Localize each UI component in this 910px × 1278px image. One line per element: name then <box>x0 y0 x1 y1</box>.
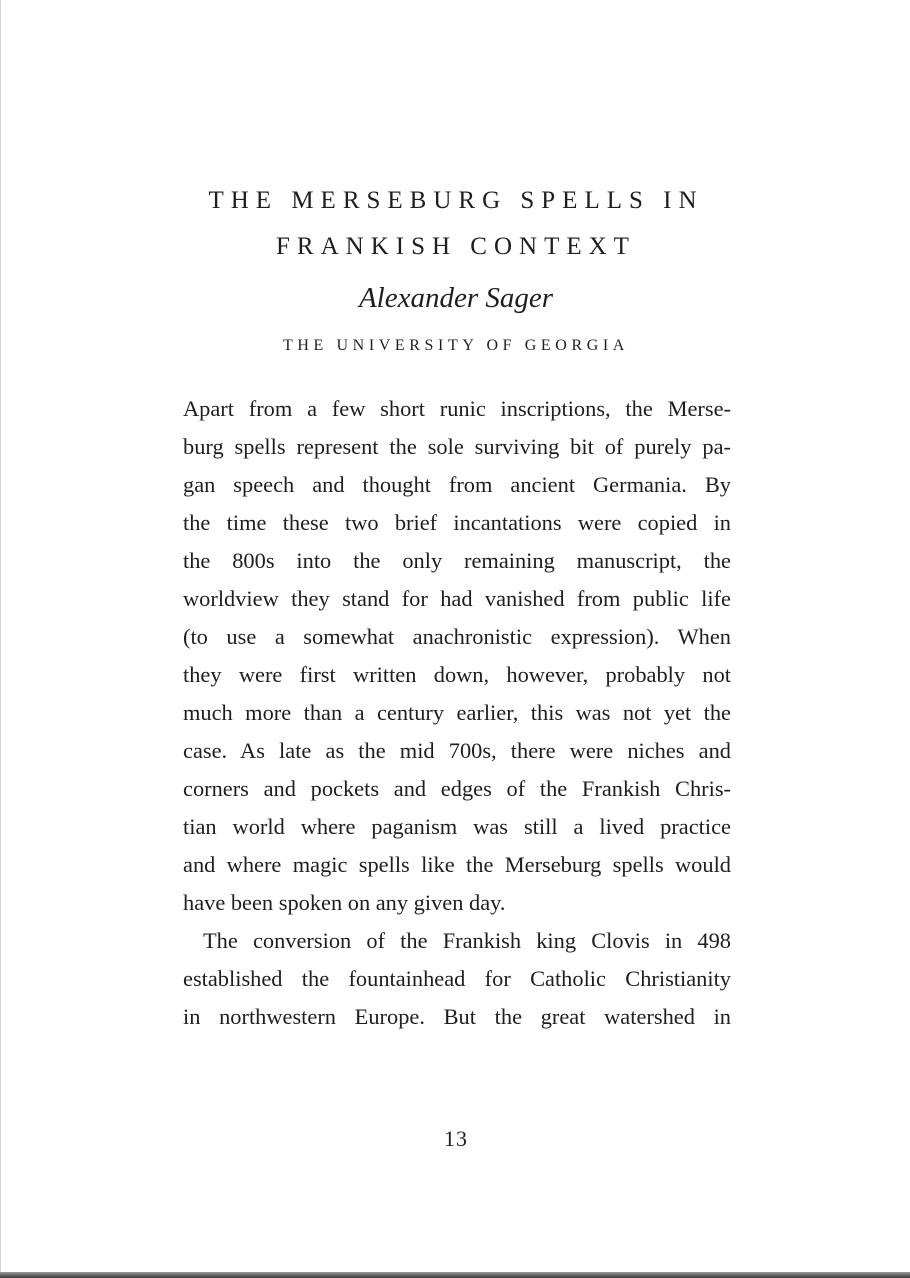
text-line: much more than a century earlier, this was not yet the <box>183 700 731 725</box>
text-line: established the fountainhead for Catholic Christianity <box>183 966 731 991</box>
text-line: Apart from a few short runic inscriptions, the Merse- <box>183 396 731 421</box>
body-text <box>183 390 731 1036</box>
text-line: the 800s into the only remaining manuscript, the <box>183 548 731 573</box>
text-line: corners and pockets and edges of the Frankish Chris- <box>183 776 731 801</box>
chapter-title-line: FRANKISH CONTEXT <box>276 233 636 260</box>
page-number: 13 <box>444 1126 468 1151</box>
text-line: have been spoken on any given day. <box>183 890 506 915</box>
author-name: Alexander Sager <box>358 282 554 314</box>
text-line: burg spells represent the sole surviving bit of purely pa- <box>183 434 731 459</box>
text-line: (to use a somewhat anachronistic expression). When <box>183 624 731 649</box>
page-bottom-edge <box>0 1272 910 1278</box>
paragraph <box>183 922 731 1036</box>
chapter-title <box>151 178 761 270</box>
text-line: case. As late as the mid 700s, there were niches and <box>183 738 731 763</box>
text-line: tian world where paganism was still a lived practice <box>183 814 731 839</box>
author-affiliation: THE UNIVERSITY OF GEORGIA <box>283 337 629 354</box>
text-line: The conversion of the Frankish king Clovis in 498 <box>203 928 731 953</box>
text-line: the time these two brief incantations were copied in <box>183 510 731 535</box>
paragraph <box>183 390 731 922</box>
chapter-title-line: THE MERSEBURG SPELLS IN <box>208 187 704 214</box>
text-line: and where magic spells like the Merseburg spells would <box>183 852 731 877</box>
text-line: in northwestern Europe. But the great watershed in <box>183 1004 731 1029</box>
text-line: they were first written down, however, probably not <box>183 662 731 687</box>
text-line: worldview they stand for had vanished from public life <box>183 586 731 611</box>
text-line: gan speech and thought from ancient Germania. By <box>183 472 731 497</box>
